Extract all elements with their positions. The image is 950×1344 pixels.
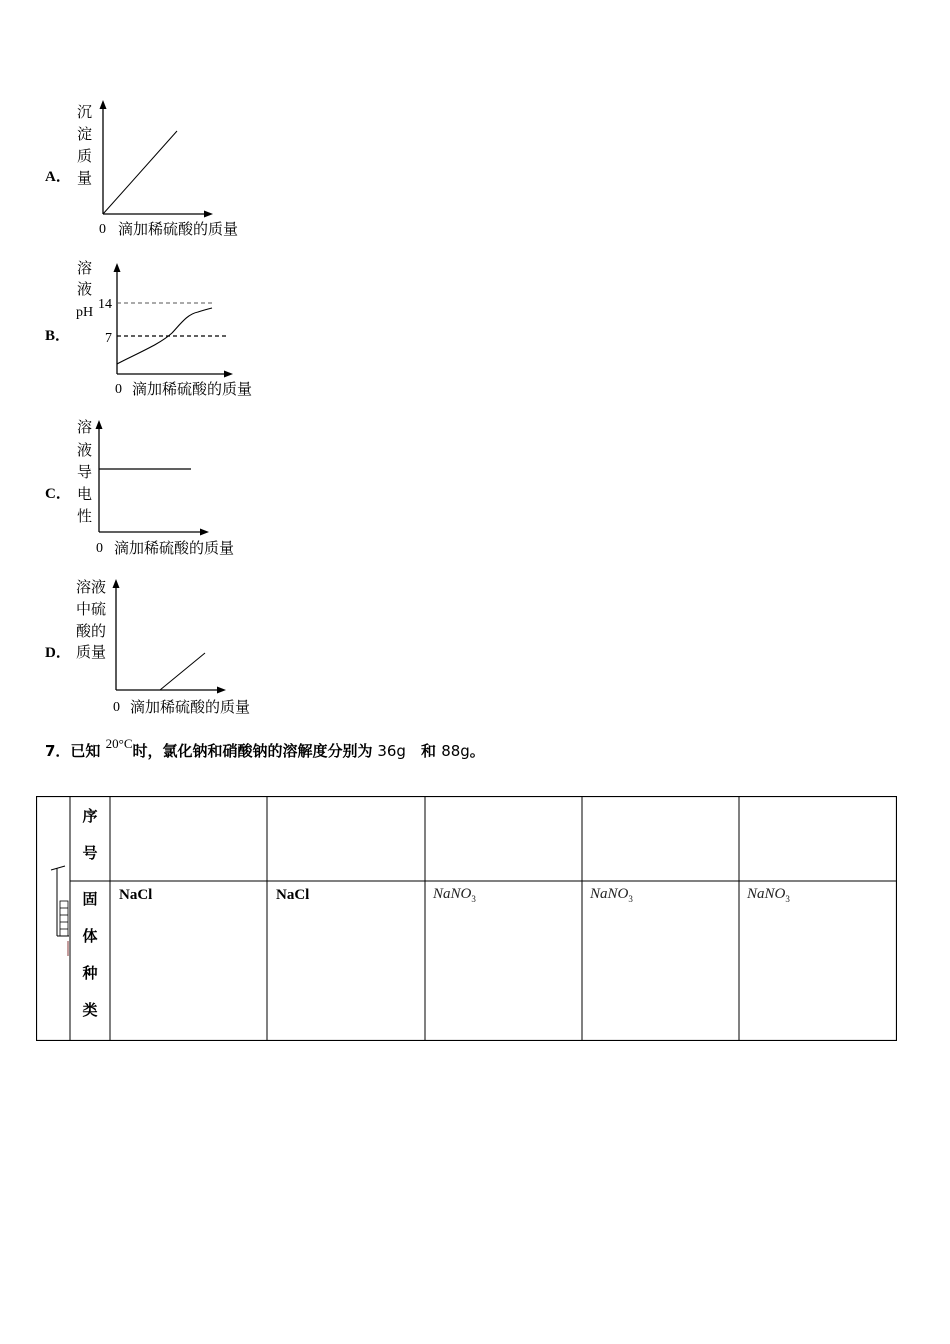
header-serial-number: [70, 796, 110, 881]
option-c-ylabel-4: 电: [77, 485, 93, 503]
option-c-label: C．: [45, 486, 71, 502]
header-solid-char-3: 种: [82, 964, 98, 982]
header-solid-type: [70, 881, 110, 1041]
option-d-curve: [160, 653, 205, 690]
option-a-ylabel-4: 量: [77, 169, 93, 187]
beaker-icon: [51, 866, 69, 956]
option-c-ylabel-1: 溶: [77, 418, 93, 436]
option-c-ylabel-2: 液: [77, 441, 93, 459]
header-solid-char-4: 类: [82, 1001, 98, 1019]
solid-cell-5-subscript: 3: [785, 894, 790, 904]
solid-cell-2: NaCl: [276, 887, 310, 903]
option-c-xlabel: 滴加稀硫酸的质量: [114, 539, 235, 557]
option-b-curve: [117, 308, 212, 364]
option-c-origin: 0: [96, 541, 103, 556]
option-b-label: B．: [45, 328, 71, 344]
option-b-xlabel: 滴加稀硫酸的质量: [132, 380, 253, 398]
header-serial-char-2: 号: [82, 844, 98, 862]
question-7-temperature: 20°C: [105, 736, 133, 751]
question-7-connector: 和: [405, 742, 442, 760]
question-7-text: 时，氯化钠和硝酸钠的溶解度分别为: [132, 742, 373, 760]
header-solid-char-2: 体: [82, 927, 98, 945]
solid-cell-4-formula: NaNO: [590, 886, 629, 902]
solid-cell-3-formula: NaNO: [433, 886, 472, 902]
option-a-label: A．: [45, 169, 71, 185]
header-serial-char-1: 序: [82, 807, 98, 825]
option-d-origin: 0: [113, 700, 120, 715]
option-d-ylabel-3: 酸的: [76, 622, 107, 640]
option-d-xlabel: 滴加稀硫酸的质量: [130, 698, 251, 716]
option-a-ylabel-2: 淀: [77, 125, 93, 143]
option-b-tick-7: 7: [105, 331, 112, 346]
option-c-ylabel-5: 性: [77, 507, 93, 525]
option-d-ylabel-1: 溶液: [76, 578, 107, 596]
option-a-xlabel: 滴加稀硫酸的质量: [118, 220, 239, 238]
header-solid-char-1: 固: [82, 890, 98, 908]
question-7-number: 7．已知: [45, 742, 106, 760]
option-b-tick-14: 14: [98, 297, 112, 312]
option-d-ylabel-2: 中硫: [76, 600, 107, 618]
option-a-curve: [103, 131, 177, 214]
serial-cell-5: [739, 796, 897, 881]
option-c-ylabel-3: 导: [77, 463, 93, 481]
option-d-ylabel-4: 质量: [76, 643, 107, 661]
question-7-mass-2: 88g: [441, 742, 470, 760]
question-7-end: 。: [469, 742, 485, 760]
option-d-label: D．: [45, 645, 71, 661]
solid-cell-1: NaCl: [119, 887, 153, 903]
solid-cell-4-subscript: 3: [628, 894, 633, 904]
serial-cell-1: [110, 796, 267, 881]
solid-cell-4: [582, 881, 739, 1041]
serial-cell-3: [425, 796, 582, 881]
serial-cell-2: [267, 796, 425, 881]
question-7: [45, 736, 485, 761]
question-7-mass-1: 36g: [372, 742, 406, 760]
solid-cell-3-subscript: 3: [471, 894, 476, 904]
option-a-ylabel-3: 质: [77, 147, 93, 165]
solubility-table: [36, 796, 897, 1041]
option-b-ylabel-3: pH: [76, 305, 94, 320]
solid-cell-5-formula: NaNO: [747, 886, 786, 902]
option-b-ylabel-2: 液: [77, 280, 93, 298]
option-a-ylabel-1: 沉: [77, 103, 93, 121]
solid-cell-3: [425, 881, 582, 1041]
solid-cell-5: [739, 881, 897, 1041]
option-a-origin: 0: [99, 222, 106, 237]
serial-cell-4: [582, 796, 739, 881]
option-b-ylabel-1: 溶: [77, 259, 93, 277]
option-b-origin: 0: [115, 382, 122, 397]
